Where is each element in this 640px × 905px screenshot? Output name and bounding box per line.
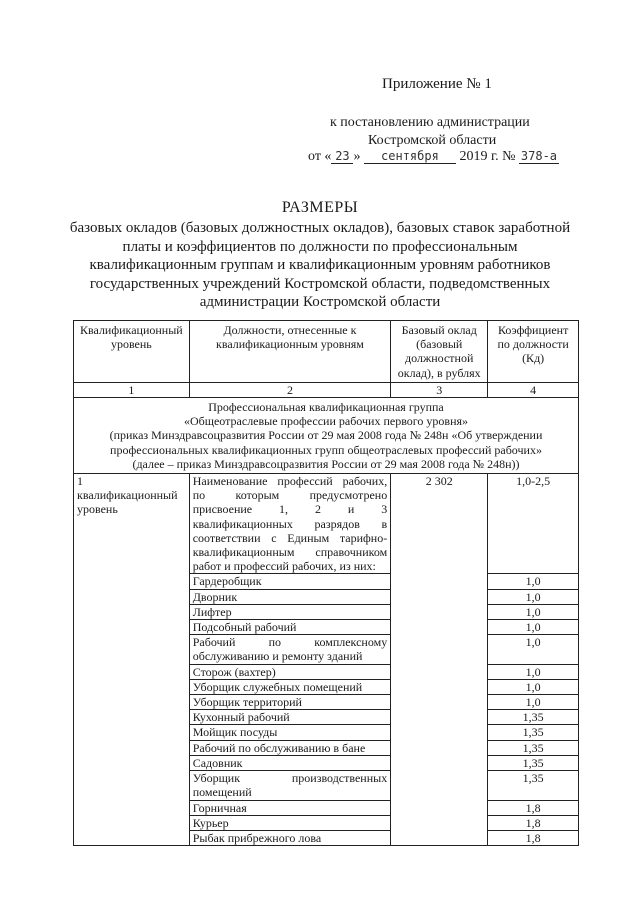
profession-name: Садовник <box>189 755 390 770</box>
header-coefficient: Коэффициент по должности (Кд) <box>488 321 579 383</box>
profession-coefficient: 1,0 <box>488 635 579 664</box>
profession-name: Горничная <box>189 800 390 815</box>
header-base-salary: Базовый оклад (базовый должностной оклад), в рублях <box>391 321 488 383</box>
profession-coefficient: 1,0 <box>488 589 579 604</box>
profession-coefficient: 1,35 <box>488 710 579 725</box>
profession-name: Кухонный рабочий <box>189 710 390 725</box>
profession-name: Уборщик территорий <box>189 695 390 710</box>
salary-table <box>73 320 579 846</box>
profession-name: Рабочий по обслуживанию в бане <box>189 740 390 755</box>
profession-name: Подсобный рабочий <box>189 620 390 635</box>
profession-name: Сторож (вахтер) <box>189 664 390 679</box>
profession-name: Рабочий по комплексному обслуживанию и ремонту зданий <box>189 635 390 664</box>
group-order-reference: (приказ Минздравсоцразвития России от 29 мая 2008 года № 248н «Об утверждении профессиональных квалификационных групп общеотраслевых профессий рабочих» <box>109 428 543 457</box>
profession-coefficient: 1,35 <box>488 740 579 755</box>
document-subheading: базовых окладов (базовых должностных окладов), базовых ставок заработной платы и коэффициентов по должности по профессиональным квалификационным группам и квалификационным уровням работников государственных учреждений Костромской области, подведомственных администрации Костромской области <box>69 220 571 310</box>
header-qualification-level: Квалификационный уровень <box>74 321 190 383</box>
group-name: «Общеотраслевые профессии рабочих первого уровня» <box>183 414 469 429</box>
profession-coefficient: 1,0 <box>488 695 579 710</box>
profession-name: Мойщик посуды <box>189 725 390 740</box>
profession-coefficient: 1,35 <box>488 771 579 800</box>
profession-name: Рыбак прибрежного лова <box>189 830 390 845</box>
decree-line-1: к постановлению администрации <box>330 115 530 130</box>
profession-coefficient: 1,0 <box>488 679 579 694</box>
column-number: 4 <box>488 382 579 397</box>
profession-coefficient: 1,0 <box>488 604 579 619</box>
coefficient-range: 1,0-2,5 <box>488 474 579 574</box>
column-number: 2 <box>189 382 390 397</box>
profession-coefficient: 1,0 <box>488 664 579 679</box>
profession-name: Уборщик служебных помещений <box>189 679 390 694</box>
group-title: Профессиональная квалификационная группа <box>208 400 444 415</box>
profession-coefficient: 1,0 <box>488 574 579 589</box>
column-number-row <box>74 382 579 397</box>
decree-number: 378-а <box>520 149 558 163</box>
base-salary-value: 2 302 <box>391 474 488 846</box>
decree-year: 2019 г. № <box>459 149 516 164</box>
decree-date-prefix: от « <box>308 149 332 164</box>
appendix-title: Приложение № 1 <box>382 76 492 92</box>
column-number: 3 <box>391 382 488 397</box>
profession-coefficient: 1,35 <box>488 755 579 770</box>
group-order-short: (далее – приказ Минздравсоцразвития России от 29 мая 2008 года № 248н)) <box>132 456 520 471</box>
profession-name: Уборщик производственных помещений <box>189 771 390 800</box>
decree-line-2: Костромской области <box>368 133 497 148</box>
profession-name: Лифтер <box>189 604 390 619</box>
profession-coefficient: 1,35 <box>488 725 579 740</box>
profession-coefficient: 1,8 <box>488 800 579 815</box>
profession-coefficient: 1,8 <box>488 830 579 845</box>
decree-day-suffix: » <box>353 149 361 164</box>
profession-coefficient: 1,0 <box>488 620 579 635</box>
document-heading: РАЗМЕРЫ <box>281 199 359 216</box>
decree-date-line <box>308 149 559 165</box>
decree-month: сентября <box>364 149 456 164</box>
profession-coefficient: 1,8 <box>488 815 579 830</box>
header-positions: Должности, отнесенные к квалификационным уровням <box>189 321 390 383</box>
group-cell <box>74 398 579 474</box>
qualification-level-cell: 1 квалификационный уровень <box>74 474 190 846</box>
profession-name: Курьер <box>189 815 390 830</box>
profession-name: Дворник <box>189 589 390 604</box>
table-header-row <box>74 321 579 383</box>
level-description: Наименование профессий рабочих, по которым предусмотрено присвоение 1, 2 и 3 квалификационных разрядов в соответствии с Единым тарифно-квалификационным справочником работ и профессий рабочих, из них: <box>189 474 390 574</box>
group-row <box>74 398 579 474</box>
column-number: 1 <box>74 382 190 397</box>
decree-day: 23 <box>331 149 353 164</box>
level-row <box>74 474 579 574</box>
profession-name: Гардеробщик <box>189 574 390 589</box>
